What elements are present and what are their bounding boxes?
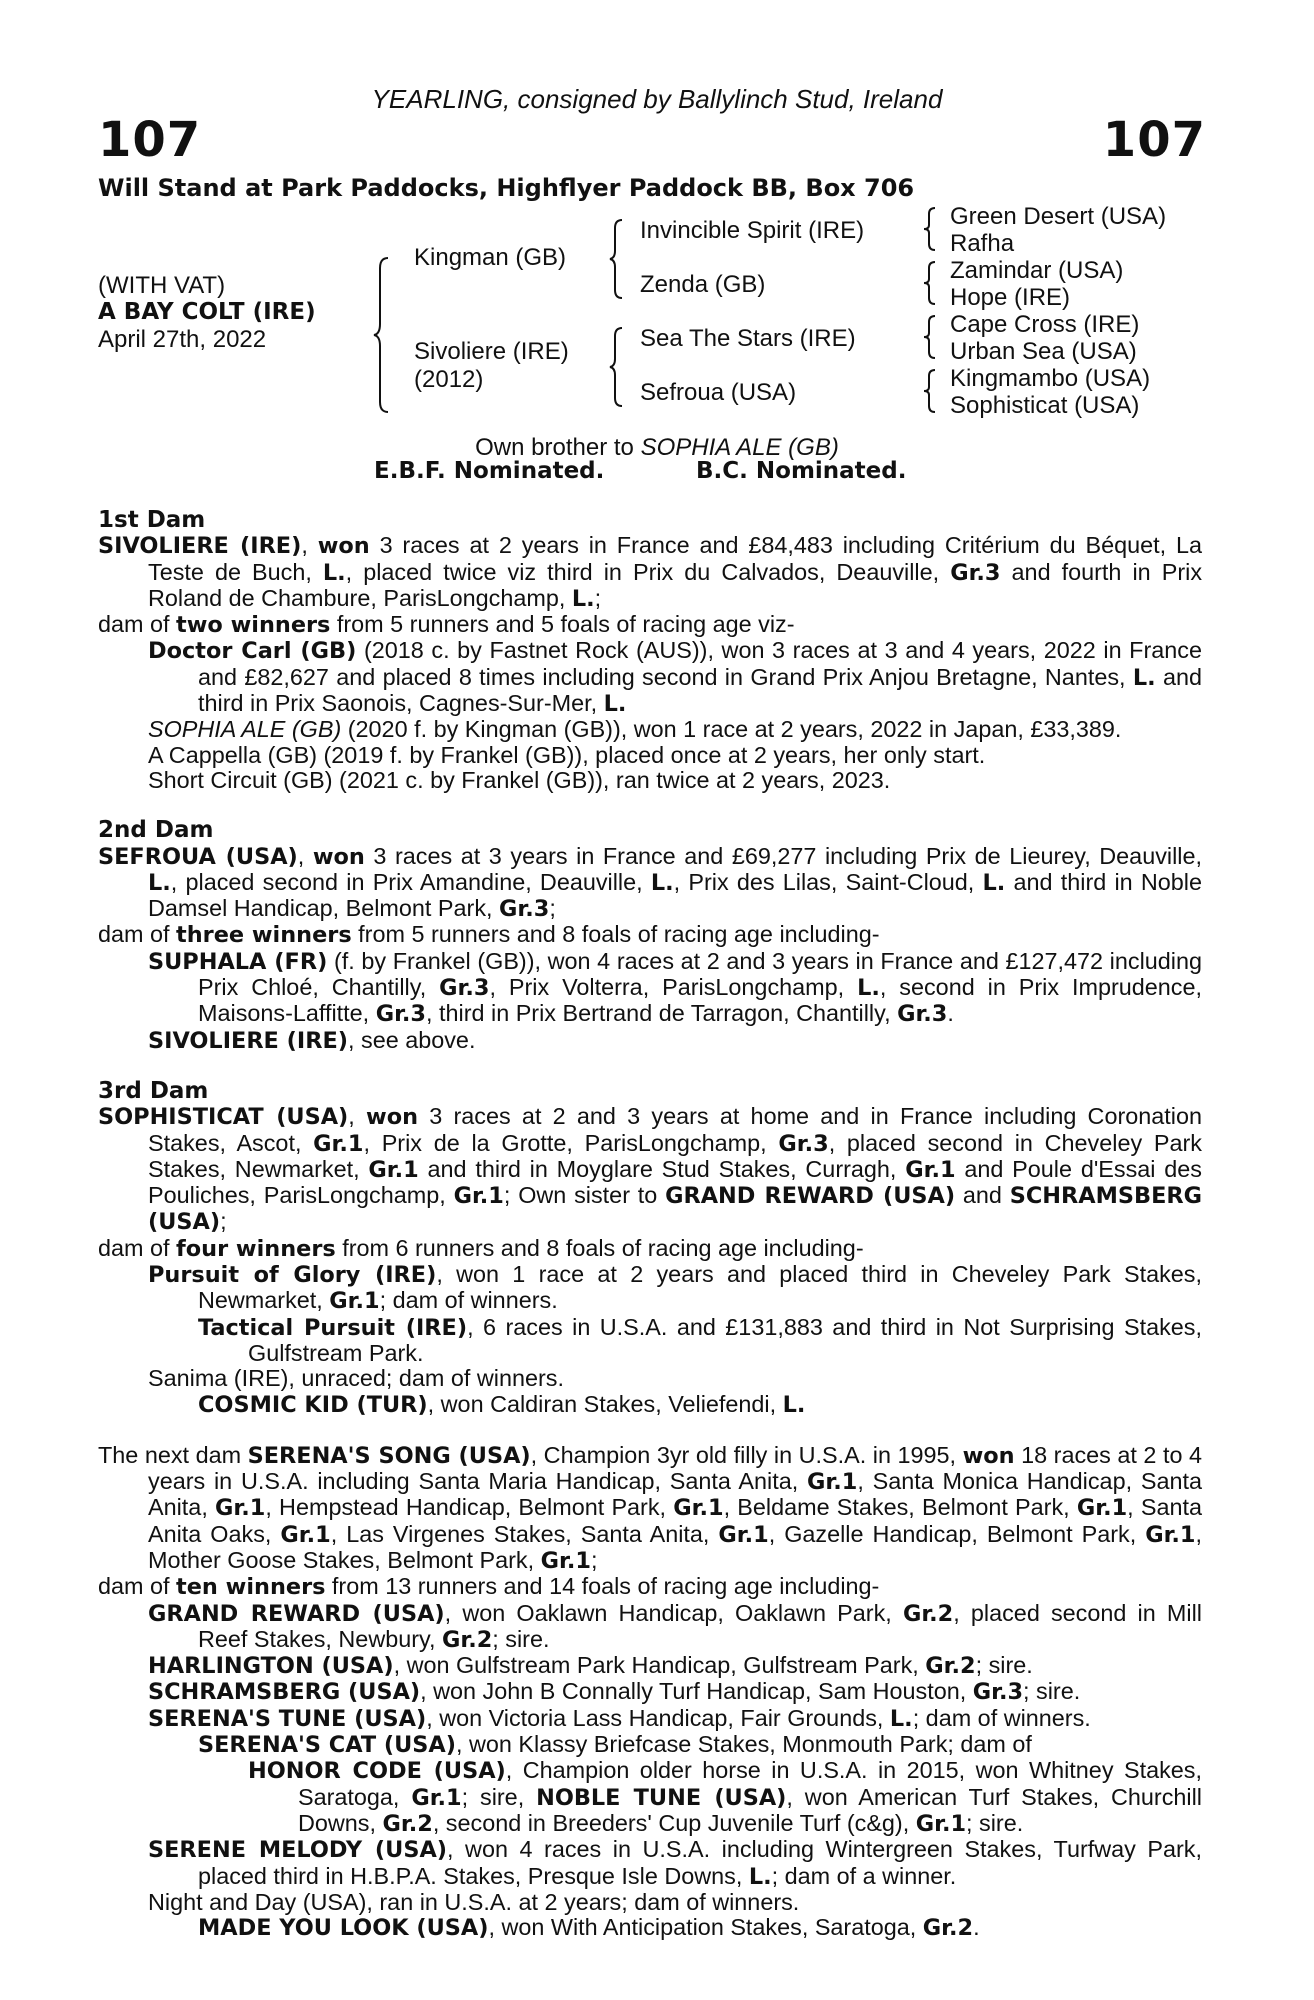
text-run: , second in Breeders' Cup Juvenile Turf (c&g), <box>432 1809 916 1836</box>
own-brother-name: SOPHIA ALE (GB) <box>640 434 839 461</box>
ancestor-2: Rafha <box>950 230 1015 257</box>
text-run: from 5 runners and 8 foals of racing age including- <box>351 921 880 948</box>
bold-text-run: Gr.3 <box>950 559 1001 586</box>
bold-text-run: SUPHALA (FR) <box>148 948 328 975</box>
text-run: (2018 c. by Fastnet Rock (AUS)), won 3 races at 3 and 4 years, 2022 in France and £82,627 and placed 8 times including second in Grand Prix Anjou Bretagne, Nantes, <box>198 637 1202 690</box>
text-run: , Champion 3yr old filly in U.S.A. in 1995, <box>530 1441 963 1468</box>
text-run: , placed twice viz third in Prix du Calvados, Deauville, <box>345 558 951 585</box>
text-run: and third in Moyglare Stud Stakes, Curragh, <box>418 1155 906 1182</box>
bold-text-run: SCHRAMSBERG (USA) <box>148 1183 1202 1236</box>
bold-text-run: Gr.1 <box>540 1547 591 1574</box>
lot-number-right: 107 <box>1102 112 1206 168</box>
bold-text-run: COSMIC KID (TUR) <box>198 1391 428 1418</box>
produce-entry-suphala <box>148 947 1202 1028</box>
text-run: , Las Virgenes Stakes, Santa Anita, <box>330 1520 719 1547</box>
next-dam-produce-summary <box>98 1574 1202 1600</box>
bold-text-run: L. <box>889 1705 913 1732</box>
bold-text-run: Gr.2 <box>922 1915 974 1942</box>
bold-text-run: L. <box>603 691 627 718</box>
text-run: Sanima (IRE), unraced; dam of winners. <box>148 1365 565 1392</box>
bold-text-run: L. <box>748 1863 772 1890</box>
text-run: ; Own sister to <box>503 1182 666 1209</box>
text-run: , won Caldiran Stakes, Veliefendi, <box>427 1390 783 1417</box>
text-run: The next dam <box>98 1441 248 1468</box>
text-run: ; dam of a winner. <box>771 1862 957 1889</box>
colt-name: A BAY COLT (IRE) <box>98 299 316 325</box>
ancestor-4: Hope (IRE) <box>950 284 1071 311</box>
produce-entry-grand-reward <box>148 1599 1202 1654</box>
text-run: ; sire, <box>461 1783 537 1810</box>
bold-text-run: won <box>312 843 365 870</box>
bold-text-run: Gr.2 <box>441 1626 493 1653</box>
text-run: , second in Prix Imprudence, Maisons-Laffitte, <box>198 974 1202 1027</box>
dam-year: (2012) <box>414 366 484 393</box>
text-run: , see above. <box>348 1026 476 1053</box>
third-dam-heading: 3rd Dam <box>98 1077 209 1104</box>
produce-entry-cosmic-kid <box>198 1390 1202 1418</box>
bold-text-run: L. <box>322 559 346 586</box>
bold-text-run: SIVOLIERE (IRE) <box>98 533 302 560</box>
text-run: , won 4 races in U.S.A. including Wintergreen Stakes, Turfway Park, placed third in H.B.P.A. Stakes, Presque Isle Downs, <box>198 1836 1202 1889</box>
text-run: , Prix Volterra, ParisLongchamp, <box>489 974 858 1001</box>
text-run: , won 1 race at 2 years and placed third in Cheveley Park Stakes, Newmarket, <box>198 1261 1202 1314</box>
text-run: and third in Prix Saonois, Cagnes-Sur-Mer, <box>198 663 1202 717</box>
bold-text-run: Gr.1 <box>905 1156 956 1183</box>
third-dam-produce-summary <box>98 1236 1202 1262</box>
pedigree-bracket-dam <box>610 326 626 408</box>
bold-text-run: Gr.1 <box>1076 1495 1128 1522</box>
sire-name: Kingman (GB) <box>414 244 567 271</box>
bold-text-run: Gr.3 <box>897 1001 948 1028</box>
text-run: , won Oaklawn Handicap, Oaklawn Park, <box>444 1599 903 1626</box>
produce-entry-a-cappella <box>148 741 1202 768</box>
bold-text-run: SCHRAMSBERG (USA) <box>148 1679 421 1706</box>
text-run: , won Klassy Briefcase Stakes, Monmouth Park; dam of <box>456 1731 1032 1758</box>
produce-entry-night-and-day <box>148 1888 1202 1915</box>
bold-text-run: Gr.1 <box>313 1130 364 1157</box>
text-run: . <box>973 1914 980 1941</box>
bold-text-run: L. <box>857 975 880 1002</box>
bold-text-run: L. <box>650 869 674 896</box>
text-run: A Cappella (GB) (2019 f. by Frankel (GB)), placed once at 2 years, her only start. <box>148 741 986 768</box>
third-dam-record <box>98 1103 1203 1236</box>
text-run: and fourth in Prix Roland de Chambure, ParisLongchamp, <box>148 558 1203 611</box>
bold-text-run: three winners <box>176 922 352 949</box>
text-run: Short Circuit (GB) (2021 c. by Frankel (GB)), ran twice at 2 years, 2023. <box>148 766 891 793</box>
ancestor-5: Cape Cross (IRE) <box>950 311 1140 338</box>
produce-entry-pursuit-of-glory <box>148 1261 1202 1315</box>
text-run: 18 races at 2 to 4 years in U.S.A. including Santa Maria Handicap, Santa Anita, <box>148 1441 1202 1495</box>
bold-text-run: L. <box>982 869 1006 896</box>
text-run: 3 races at 3 years in France and £69,277 including Prix de Lieurey, Deauville, <box>364 842 1202 869</box>
ancestor-8: Sophisticat (USA) <box>950 392 1140 419</box>
ancestor-6: Urban Sea (USA) <box>950 338 1137 365</box>
bold-text-run: L. <box>1132 664 1156 691</box>
first-dam-record <box>98 532 1203 612</box>
text-run: from 5 runners and 5 foals of racing age viz- <box>330 611 795 638</box>
text-run: ; sire. <box>966 1809 1024 1836</box>
text-run: SOPHIA ALE (GB) <box>148 716 342 743</box>
text-run: , 6 races in U.S.A. and £131,883 and third in Not Surprising Stakes, Gulfstream Park. <box>248 1313 1203 1366</box>
text-run: , won John B Connally Turf Handicap, Sam Houston, <box>420 1678 973 1705</box>
text-run: , placed second in Prix Amandine, Deauville, <box>170 868 651 895</box>
text-run: ; <box>549 895 556 922</box>
bold-text-run: Doctor Carl (GB) <box>148 638 357 665</box>
text-run: ; <box>220 1208 227 1235</box>
second-dam-heading: 2nd Dam <box>98 817 214 844</box>
produce-entry-schramsberg <box>148 1678 1202 1706</box>
text-run: from 6 runners and 8 foals of racing age including- <box>335 1234 864 1261</box>
bold-text-run: won <box>366 1104 419 1131</box>
text-run: , Champion older horse in U.S.A. in 2015, won Whitney Stakes, Saratoga, <box>298 1757 1202 1810</box>
bold-text-run: SERENA'S TUNE (USA) <box>148 1705 427 1732</box>
bold-text-run: Gr.2 <box>902 1600 954 1627</box>
text-run: , won With Anticipation Stakes, Saratoga, <box>488 1914 923 1941</box>
bold-text-run: won <box>962 1442 1015 1469</box>
text-run: , Santa Anita Oaks, <box>148 1494 1203 1547</box>
dam-name: Sivoliere (IRE) <box>414 338 569 365</box>
bold-text-run: Gr.1 <box>411 1784 462 1811</box>
text-run: dam of <box>98 1573 177 1600</box>
text-run: ; dam of winners. <box>379 1287 558 1314</box>
bold-text-run: Gr.1 <box>280 1521 331 1548</box>
text-run: (2020 f. by Kingman (GB)), won 1 race at 2 years, 2022 in Japan, £33,389. <box>341 716 1122 743</box>
text-run: Night and Day (USA), ran in U.S.A. at 2 years; dam of winners. <box>148 1888 800 1915</box>
dam-dam: Sefroua (USA) <box>640 379 797 406</box>
text-run: 3 races at 2 and 3 years at home and in France including Coronation Stakes, Ascot, <box>148 1103 1202 1156</box>
bold-text-run: Gr.2 <box>925 1653 976 1680</box>
produce-entry-honor-code <box>248 1757 1203 1837</box>
pedigree-bracket-g3-1 <box>924 206 938 252</box>
text-run: , placed second in Cheveley Park Stakes, Newmarket, <box>148 1129 1202 1182</box>
bold-text-run: Tactical Pursuit (IRE) <box>198 1314 468 1341</box>
text-run: , won Gulfstream Park Handicap, Gulfstream Park, <box>393 1652 926 1679</box>
text-run: , Hempstead Handicap, Belmont Park, <box>265 1494 674 1521</box>
text-run: (f. by Frankel (GB)), won 4 races at 2 and 3 years in France and £127,472 including Prix Chloé, Chantilly, <box>198 947 1202 1001</box>
pedigree-bracket-g3-2 <box>924 260 938 306</box>
own-brother-note <box>0 434 1314 462</box>
text-run: from 13 runners and 14 foals of racing age including- <box>325 1573 880 1600</box>
bold-text-run: GRAND REWARD (USA) <box>665 1183 956 1210</box>
produce-entry-sanima <box>148 1365 1202 1392</box>
bold-text-run: Gr.1 <box>453 1183 504 1210</box>
bold-text-run: SERENE MELODY (USA) <box>148 1837 448 1864</box>
first-dam-heading: 1st Dam <box>98 507 206 533</box>
text-run: ; sire. <box>492 1625 550 1652</box>
own-brother-prefix: Own brother to <box>475 434 641 461</box>
bold-text-run: L. <box>571 585 595 612</box>
produce-entry-doctor-carl <box>148 637 1202 718</box>
text-run: 3 races at 2 years in France and £84,483 including Critérium du Béquet, La Teste de Buch, <box>148 532 1202 585</box>
bold-text-run: ten winners <box>176 1574 326 1601</box>
text-run: dam of <box>98 1234 177 1261</box>
text-run: dam of <box>98 611 177 638</box>
text-run: , Santa Monica Handicap, Santa Anita, <box>148 1468 1202 1521</box>
first-dam-produce-summary <box>98 612 1202 638</box>
text-run: ; dam of winners. <box>912 1704 1091 1731</box>
second-dam-record <box>98 842 1203 923</box>
text-run: and <box>955 1182 1010 1209</box>
ancestor-7: Kingmambo (USA) <box>950 365 1151 392</box>
bold-text-run: Gr.1 <box>329 1288 380 1315</box>
ancestor-3: Zamindar (USA) <box>950 257 1124 284</box>
pedigree-bracket-g3-3 <box>924 314 938 360</box>
ancestor-1: Green Desert (USA) <box>950 203 1167 230</box>
bold-text-run: two winners <box>176 612 331 639</box>
produce-entry-serenas-tune <box>148 1704 1202 1732</box>
text-run: ; sire. <box>975 1652 1033 1679</box>
bc-nomination: B.C. Nominated. <box>696 458 907 484</box>
text-run: ; <box>590 1546 598 1573</box>
vat-label: (WITH VAT) <box>98 272 226 299</box>
bold-text-run: Gr.1 <box>368 1156 419 1183</box>
bold-text-run: Gr.1 <box>673 1495 724 1522</box>
text-run: dam of <box>98 921 177 948</box>
sire-dam: Zenda (GB) <box>640 271 766 298</box>
bold-text-run: Gr.1 <box>718 1521 769 1548</box>
text-run: and third in Noble Damsel Handicap, Belmont Park, <box>148 868 1203 922</box>
bold-text-run: won <box>317 533 370 560</box>
produce-entry-harlington <box>148 1652 1202 1680</box>
text-run: , placed second in Mill Reef Stakes, Newbury, <box>198 1599 1202 1652</box>
produce-entry-made-you-look <box>198 1914 1202 1942</box>
produce-entry-short-circuit <box>148 766 1202 793</box>
text-run: , <box>348 1103 367 1130</box>
stand-location: Will Stand at Park Paddocks, Highflyer Paddock BB, Box 706 <box>98 174 915 202</box>
bold-text-run: Gr.3 <box>375 1001 426 1028</box>
bold-text-run: SIVOLIERE (IRE) <box>148 1027 348 1054</box>
produce-entry-sophia-ale <box>148 716 1202 743</box>
bold-text-run: Gr.1 <box>1145 1521 1196 1548</box>
pedigree-bracket-sire <box>610 218 626 300</box>
bold-text-run: NOBLE TUNE (USA) <box>536 1784 787 1811</box>
sire-sire: Invincible Spirit (IRE) <box>640 217 865 244</box>
text-run: , <box>301 532 318 559</box>
produce-entry-tactical-pursuit <box>198 1313 1203 1367</box>
bold-text-run: MADE YOU LOOK (USA) <box>198 1915 489 1942</box>
text-run: , <box>297 842 313 869</box>
bold-text-run: Pursuit of Glory (IRE) <box>148 1262 437 1289</box>
bold-text-run: GRAND REWARD (USA) <box>148 1600 445 1627</box>
text-run: , third in Prix Bertrand de Tarragon, Chantilly, <box>426 1000 898 1027</box>
bold-text-run: Gr.1 <box>215 1495 266 1522</box>
text-run: , won Victoria Lass Handicap, Fair Grounds, <box>426 1704 890 1731</box>
text-run: and Poule d'Essai des Pouliches, ParisLongchamp, <box>148 1155 1203 1209</box>
bold-text-run: L. <box>148 869 171 896</box>
bold-text-run: SERENA'S CAT (USA) <box>198 1732 456 1759</box>
bold-text-run: Gr.3 <box>972 1679 1024 1706</box>
text-run: ; <box>594 584 602 611</box>
next-dam-record <box>98 1441 1203 1574</box>
bold-text-run: Gr.3 <box>439 975 490 1002</box>
bold-text-run: Gr.3 <box>778 1130 829 1157</box>
pedigree-bracket-main <box>374 256 394 414</box>
text-run: ; sire. <box>1023 1678 1081 1705</box>
bold-text-run: Gr.2 <box>382 1810 433 1837</box>
second-dam-produce-summary <box>98 922 1202 948</box>
produce-entry-serenas-cat <box>198 1731 1202 1759</box>
bold-text-run: HARLINGTON (USA) <box>148 1653 394 1680</box>
produce-entry-sivoliere <box>148 1026 1202 1054</box>
bold-text-run: SEFROUA (USA) <box>98 843 298 870</box>
bold-text-run: four winners <box>176 1235 336 1262</box>
bold-text-run: Gr.1 <box>915 1810 967 1837</box>
text-run: . <box>947 1000 954 1027</box>
text-run: , Prix des Lilas, Saint-Cloud, <box>673 868 983 895</box>
consignment-line: YEARLING, consigned by Ballylinch Stud, Ireland <box>371 84 943 114</box>
bold-text-run: Gr.3 <box>499 896 550 923</box>
bold-text-run: SERENA'S SONG (USA) <box>247 1442 531 1469</box>
text-run: , won American Turf Stakes, Churchill Downs, <box>298 1783 1203 1836</box>
produce-entry-serene-melody <box>148 1836 1202 1890</box>
date-of-birth: April 27th, 2022 <box>98 326 267 353</box>
produce-record <box>98 508 1202 1941</box>
dam-sire: Sea The Stars (IRE) <box>640 325 856 352</box>
bold-text-run: L. <box>782 1391 806 1418</box>
ebf-nomination: E.B.F. Nominated. <box>374 458 605 484</box>
text-run: , Prix de la Grotte, ParisLongchamp, <box>363 1129 779 1156</box>
bold-text-run: SOPHISTICAT (USA) <box>98 1104 349 1131</box>
pedigree-bracket-g3-4 <box>924 368 938 414</box>
text-run: , Mother Goose Stakes, Belmont Park, <box>148 1520 1203 1573</box>
bold-text-run: Gr.1 <box>807 1469 858 1496</box>
text-run: , Beldame Stakes, Belmont Park, <box>723 1494 1077 1521</box>
text-run: , Gazelle Handicap, Belmont Park, <box>768 1520 1146 1547</box>
lot-number-left: 107 <box>98 112 202 168</box>
bold-text-run: HONOR CODE (USA) <box>248 1758 506 1785</box>
